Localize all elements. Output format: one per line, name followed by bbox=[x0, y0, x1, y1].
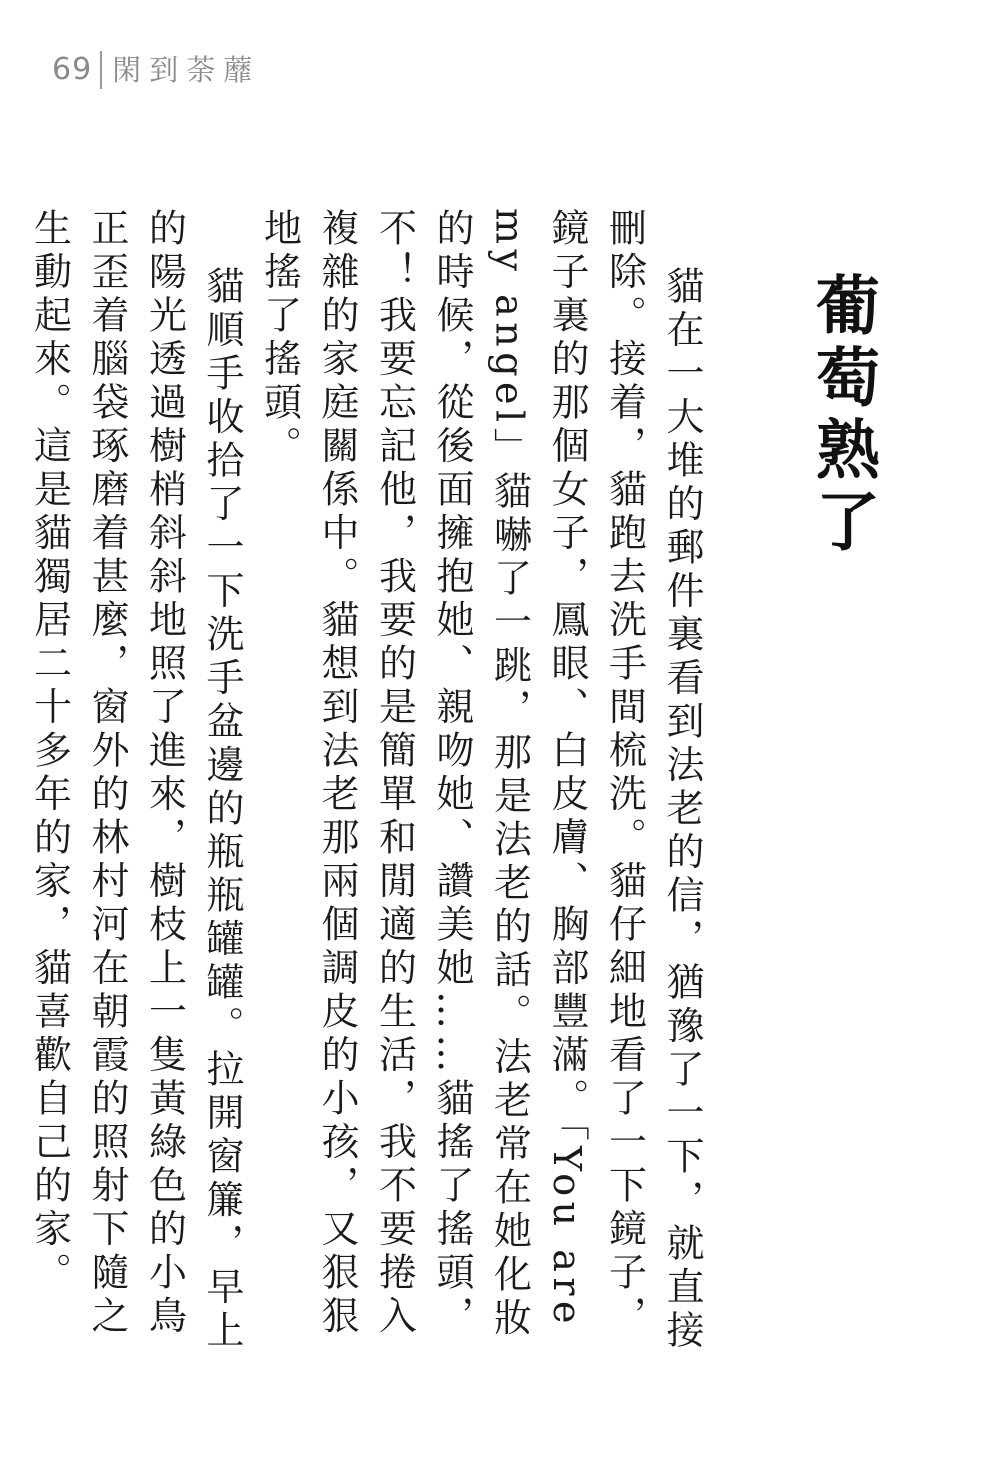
page-header bbox=[52, 50, 260, 90]
paragraph: 貓在一大堆的郵件裏看到法老的信，猶豫了一下，就直接刪除。接着，貓跑去洗手間梳洗。貓仔細地看了一下鏡子，鏡子裏的那個女子，鳳眼、白皮膚、胸部豐滿。「You are my angel」貓嚇了一跳，那是法老的話。法老常在她化妝的時候，從後面擁抱她、親吻她、讚美她……貓搖了搖頭，不！我要忘記他，我要的是簡單和閒適的生活，我不要捲入複雜的家庭關係中。貓想到法老那兩個調皮的小孩，又狠狠地搖了搖頭。 bbox=[257, 208, 704, 1354]
paragraph: 貓順手收拾了一下洗手盆邊的瓶瓶罐罐。拉開窗簾，早上的陽光透過樹梢斜斜地照了進來，樹枝上一隻黃綠色的小鳥正歪着腦袋琢磨着甚麼，窗外的林村河在朝霞的照射下隨之生動起來。這是貓獨居二十多年的家，貓喜歡自己的家。 bbox=[27, 208, 244, 1354]
page-number: 69 bbox=[52, 52, 93, 87]
header-divider bbox=[100, 51, 102, 89]
book-title: 閑到荼蘼 bbox=[112, 53, 261, 87]
body-text bbox=[20, 208, 710, 1378]
chapter-title: 葡萄熟了 bbox=[805, 272, 880, 560]
